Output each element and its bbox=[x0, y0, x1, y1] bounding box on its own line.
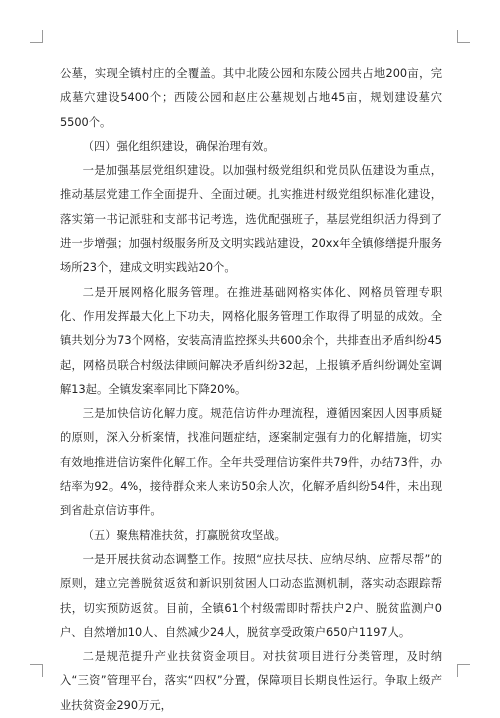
paragraph-party-building: 一是加强基层党组织建设。以加强村级党组织和党员队伍建设为重点，推动基层党建工作全面提升、全面过硬。扎实推进村级党组织标准化建设，落实第一书记派驻和支部书记考选，选优配强班子，基层党组织活力得到了进一步增强；加强村级服务所及文明实践站建设，20xx年全镇修缮提升服务场所23个，建成文明实践站20个。 bbox=[60, 164, 442, 275]
crop-mark-bottom-left bbox=[30, 664, 43, 677]
paragraph-petition-handling: 三是加快信访化解力度。规范信访件办理流程，遵循因案因人因事质疑的原则，深入分析案情，找准问题症结，逐案制定强有力的化解措施，切实有效地推进信访案件化解工作。全年共受理信访案件共79件，办结73件，办结率为92。4%，接待群众来人来访50余人次，化解矛盾纠纷54件，未出现到省赴京信访事件。 bbox=[60, 407, 442, 518]
paragraph-cemetery-continued: 公墓，实现全镇村庄的全覆盖。其中北陵公园和东陵公园共占地200亩，完成墓穴建设5400个；西陵公园和赵庄公墓规划占地45亩，规划建设墓穴5500个。 bbox=[60, 67, 442, 129]
crop-mark-bottom-right bbox=[457, 664, 470, 677]
crop-mark-top-right bbox=[457, 30, 470, 43]
paragraph-grid-management: 二是开展网格化服务管理。在推进基础网格实体化、网格员管理专职化、作用发挥最大化上下功夫，网格化服务管理工作取得了明显的成效。全镇共划分为73个网格，安装高清监控探头共600余个，共排查出矛盾纠纷45起，网格员联合村级法律顾问解决矛盾纠纷32起，上报镇矛盾纠纷调处室调解13起。全镇发案率同比下降20%。 bbox=[60, 285, 442, 396]
paragraph-dynamic-adjustment: 一是开展扶贫动态调整工作。按照“应扶尽扶、应纳尽纳、应帮尽帮”的原则，建立完善脱贫返贫和新识别贫困人口动态监测机制，落实动态跟踪帮扶，切实预防返贫。目前，全镇61个村级需即时帮扶户2户、脱贫监测户0户、自然增加10人、自然减少24人，脱贫享受政策户650户1197人。 bbox=[60, 552, 442, 639]
crop-mark-top-left bbox=[30, 30, 43, 43]
section-heading-poverty-alleviation: （五）聚焦精准扶贫，打赢脱贫攻坚战。 bbox=[82, 528, 286, 542]
section-heading-organization: （四）强化组织建设，确保治理有效。 bbox=[82, 139, 275, 153]
paragraph-industry-funding: 二是规范提升产业扶贫资金项目。对扶贫项目进行分类管理，及时纳入“三资”管理平台，落实“四权”分置，保障项目长期良性运行。争取上级产业扶贫资金290万元， bbox=[60, 650, 442, 712]
document-body bbox=[60, 62, 442, 718]
